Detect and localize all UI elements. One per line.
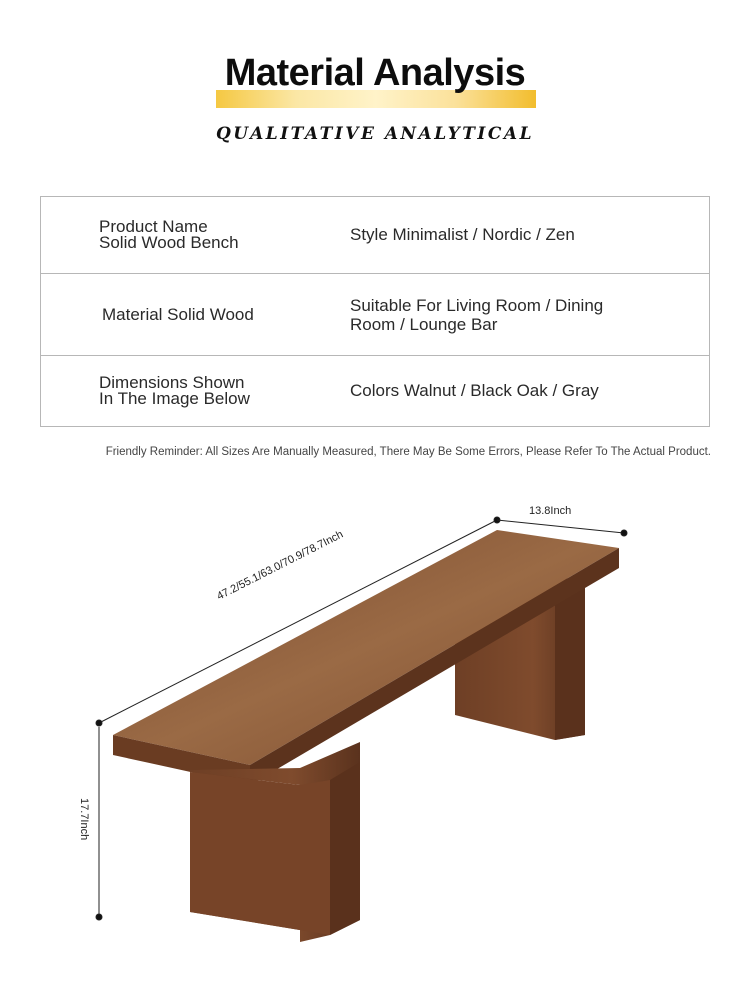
table-cell: [350, 356, 710, 427]
page-subtitle: QUALITATIVE ANALYTICAL: [215, 124, 535, 144]
page-title: Material Analysis: [224, 52, 526, 94]
cell-text: Style Minimalist / Nordic / Zen: [350, 225, 575, 244]
bench-illustration: [0, 480, 750, 980]
table-cell: [41, 356, 351, 427]
cell-text: Suitable For Living Room / Dining: [350, 295, 604, 315]
bench-front-leg-face: [190, 772, 330, 935]
table-row: [41, 356, 710, 427]
table-cell: [350, 197, 710, 274]
table-cell: [41, 274, 351, 356]
cell-text: Colors Walnut / Black Oak / Gray: [350, 381, 599, 400]
table-cell: [41, 197, 351, 274]
table-row: [41, 274, 710, 356]
cell-text: Product Name: [99, 217, 208, 236]
cell-text: Dimensions Shown: [99, 373, 245, 392]
bench-front-leg-side: [330, 762, 360, 935]
cell-text: In The Image Below: [99, 389, 250, 408]
size-reminder: Friendly Reminder: All Sizes Are Manually Measured, There May Be Some Errors, Please Refer To The Actual Product.: [105, 446, 711, 458]
depth-label: 13.8Inch: [529, 505, 572, 517]
title-block: [0, 40, 750, 120]
spec-table: [40, 196, 710, 427]
cell-text: Material Solid Wood: [102, 304, 254, 324]
table-cell: [350, 274, 710, 356]
height-label: 17.7Inch: [78, 798, 90, 841]
table-row: [41, 197, 710, 274]
cell-text: Room / Lounge Bar: [350, 314, 498, 334]
cell-text: Solid Wood Bench: [99, 233, 239, 252]
length-label: 47.2/55.1/63.0/70.9/78.7Inch: [215, 528, 346, 603]
